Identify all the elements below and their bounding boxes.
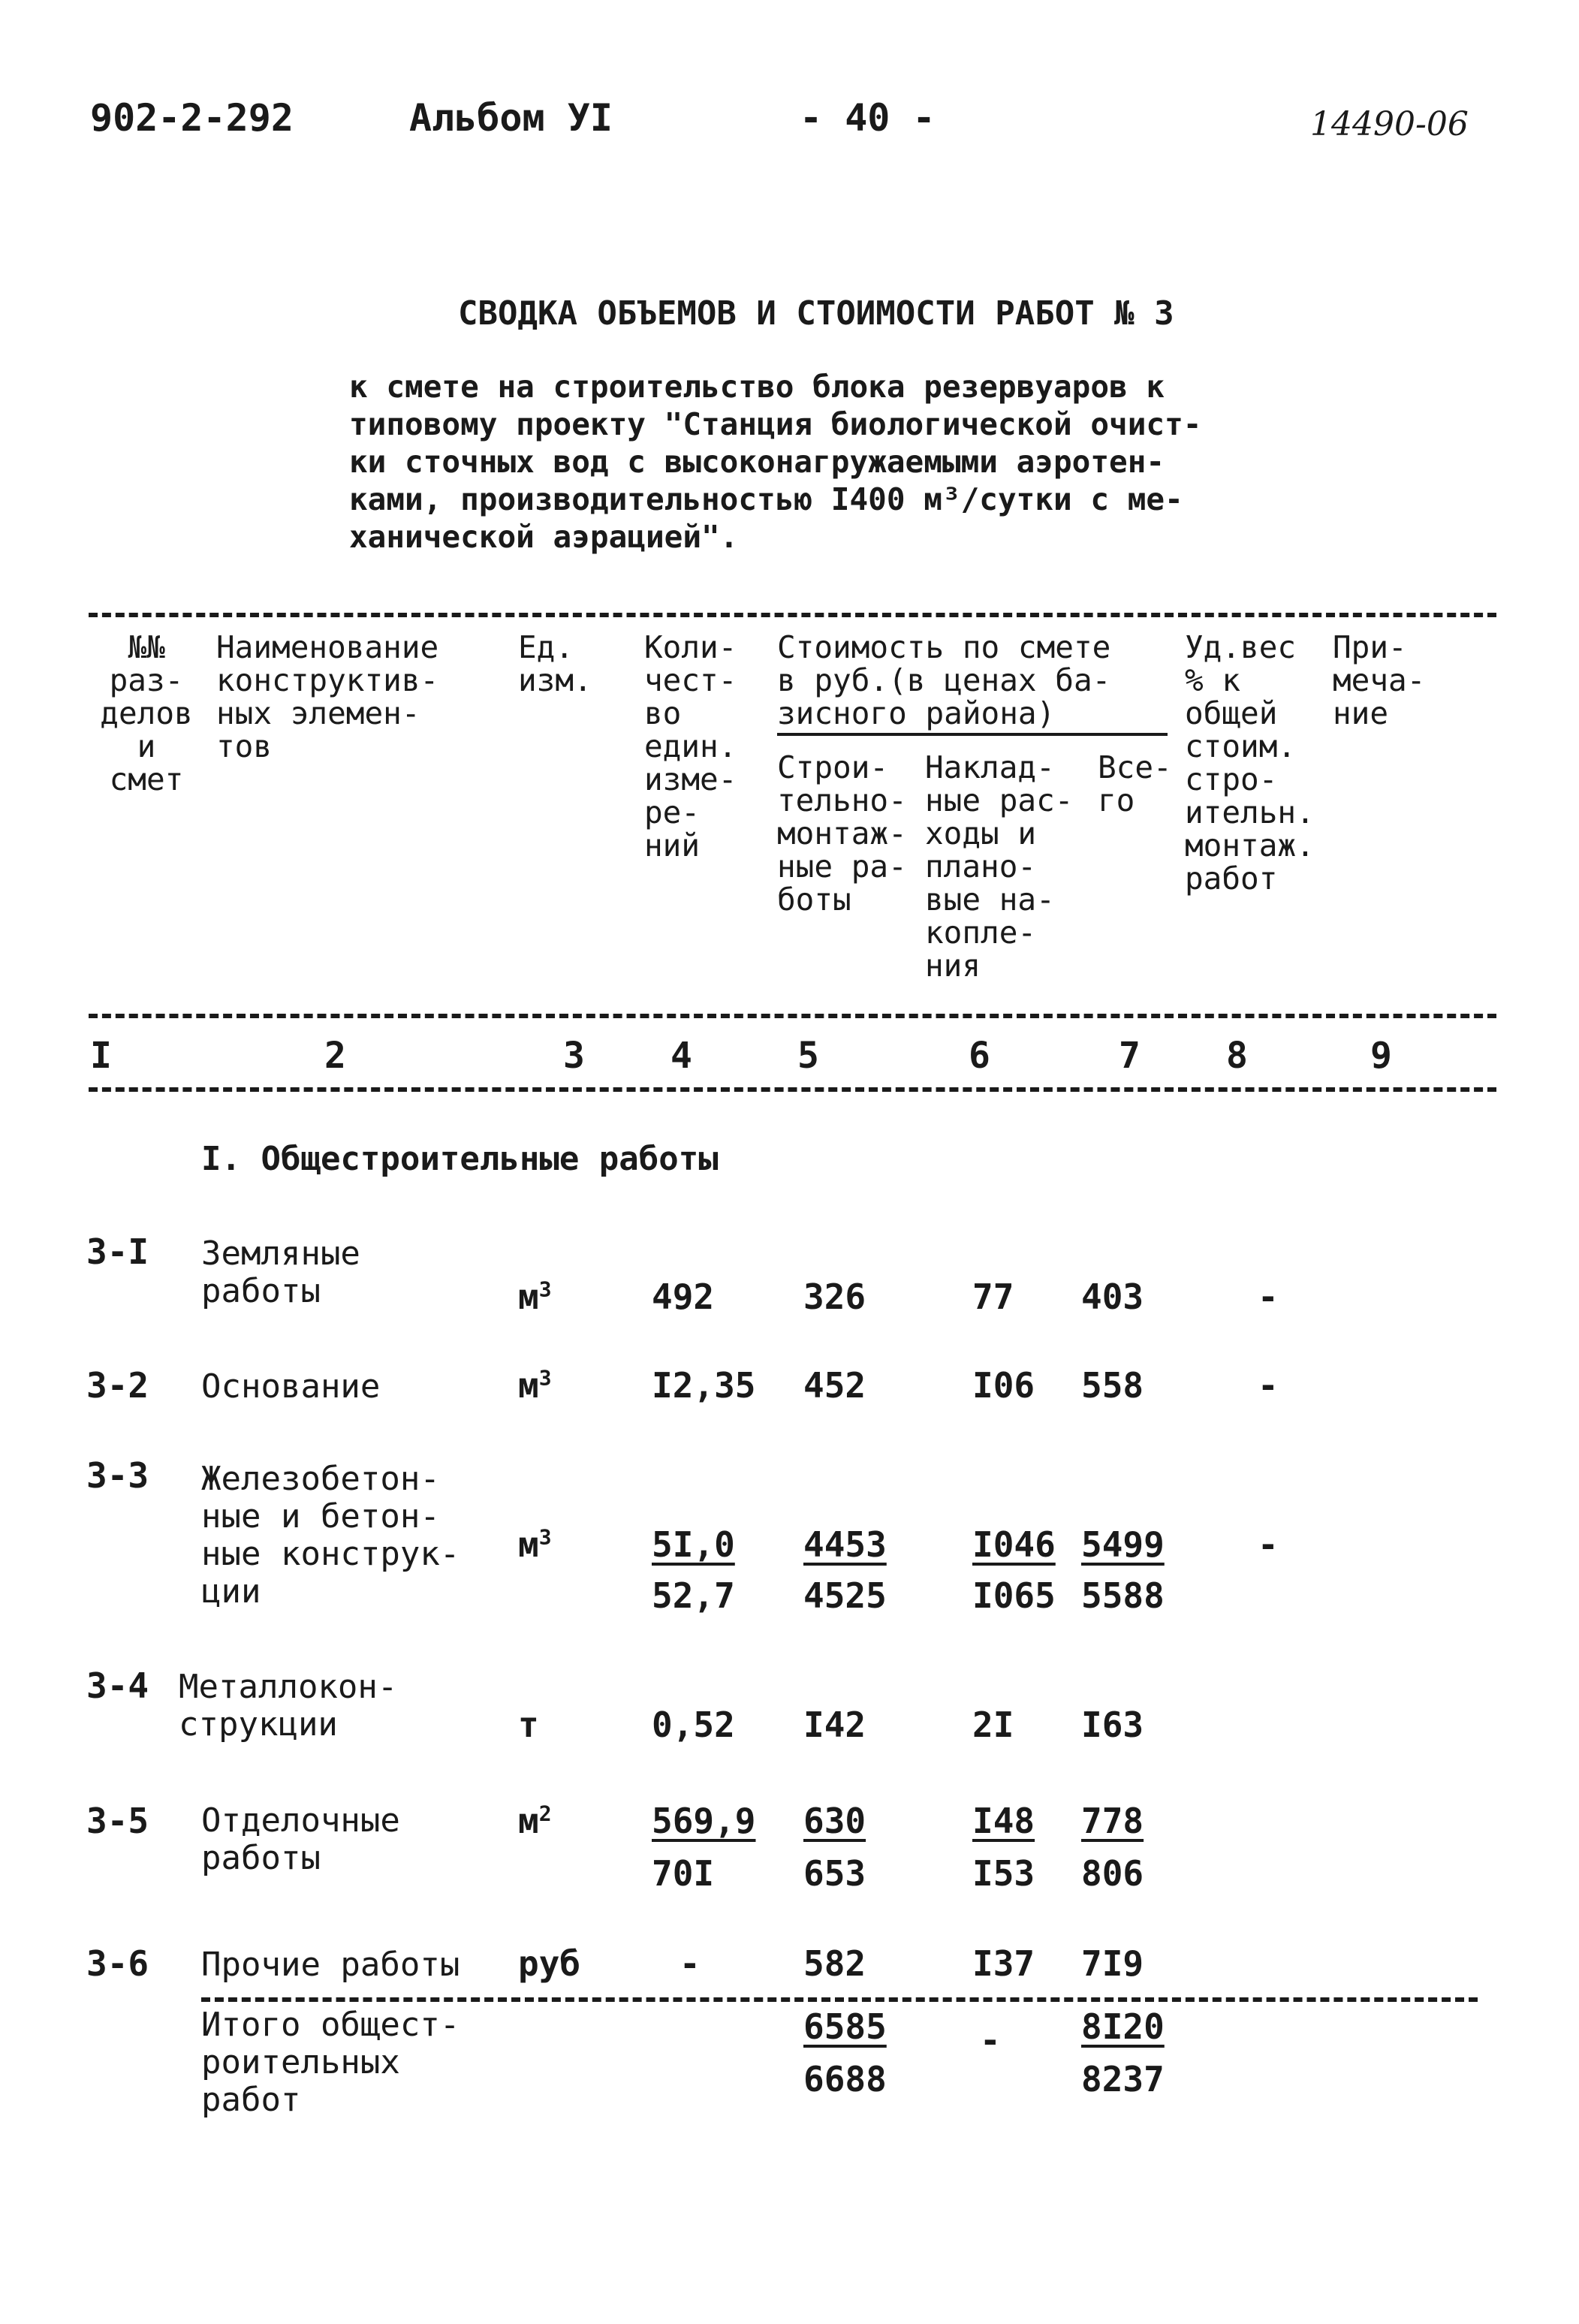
header-share: Уд.вес % к общей стоим. стро- ительн. монтаж. работ [1185, 629, 1315, 897]
page-title: СВОДКА ОБЪЕМОВ И СТОИМОСТИ РАБОТ № 3 [458, 294, 1174, 333]
row-overhead: 2I [972, 1705, 1014, 1745]
intro-line: ханической аэрацией". [349, 519, 739, 555]
header-unit: Ед. изм. [518, 629, 592, 698]
row-construction-cost-revised: 4525 [803, 1575, 887, 1616]
section-title: I. Общестроительные работы [201, 1140, 719, 1178]
row-code: 3-6 [86, 1943, 149, 1984]
row-name: Основание [201, 1367, 381, 1406]
row-construction-cost-revised: 653 [803, 1853, 866, 1894]
row-code: 3-3 [86, 1455, 149, 1496]
total-construction-cost-revised: 6688 [803, 2059, 887, 2099]
row-code: 3-I [86, 1231, 149, 1272]
row-overhead: I37 [972, 1943, 1035, 1984]
row-construction-cost: 630 [803, 1801, 866, 1841]
row-share: - [1258, 1277, 1279, 1317]
row-quantity-revised: 70I [652, 1853, 715, 1894]
column-number: 3 [563, 1035, 585, 1077]
column-number: I [90, 1035, 112, 1077]
row-code: 3-2 [86, 1365, 149, 1406]
total-sum: 8I20 [1081, 2006, 1165, 2047]
header-total: Все- го [1098, 749, 1172, 818]
album-label: Альбом УI [409, 96, 613, 140]
row-overhead: I06 [972, 1365, 1035, 1406]
row-total: 778 [1081, 1801, 1144, 1841]
intro-line: к смете на строительство блока резервуаров к [349, 369, 1165, 405]
numbers-bottom-rule [89, 1087, 1496, 1092]
row-share: - [1258, 1365, 1279, 1406]
column-number: 9 [1370, 1035, 1392, 1077]
row-construction-cost: 4453 [803, 1524, 887, 1565]
row-total: 403 [1081, 1277, 1144, 1317]
row-unit: $м^3$ [518, 1365, 552, 1406]
row-total-revised: 806 [1081, 1853, 1144, 1894]
total-label: Итого общест- роительных работ [201, 2006, 460, 2119]
header-note: При- меча- ние [1333, 629, 1426, 731]
column-number: 4 [670, 1035, 692, 1077]
row-quantity-revised: 52,7 [652, 1575, 735, 1616]
row-code: 3-5 [86, 1801, 149, 1841]
cost-group-rule [777, 733, 1168, 736]
row-name: Земляные работы [201, 1234, 360, 1310]
intro-line: ками, производительностью I400 м³/сутки с ме- [349, 481, 1183, 517]
inventory-number: 14490-06 [1310, 105, 1469, 143]
header-overhead: Наклад- ные рас- ходы и плано- вые на- копле- ния [925, 749, 1074, 984]
table-top-rule [89, 613, 1496, 617]
header-cost-group: Стоимость по смете в руб.(в ценах ба- зисного района) [777, 629, 1111, 731]
intro-line: типовому проекту "Станция биологической очист- [349, 406, 1202, 442]
column-number: 5 [797, 1035, 819, 1077]
header-bottom-rule [89, 1014, 1496, 1018]
intro-text [349, 368, 1201, 556]
total-rule [201, 1997, 1478, 2002]
row-total: 5499 [1081, 1524, 1165, 1565]
header-section-no: №№ раз- делов и смет [100, 629, 193, 797]
header-element-name: Наименование конструктив- ных элемен- тов [216, 629, 439, 764]
row-share: - [1258, 1524, 1279, 1565]
row-quantity: - [680, 1943, 701, 1984]
header-construction-works: Строи- тельно- монтаж- ные ра- боты [777, 749, 907, 918]
column-number: 8 [1226, 1035, 1248, 1077]
row-construction-cost: 582 [803, 1943, 866, 1984]
row-overhead-revised: I53 [972, 1853, 1035, 1894]
row-quantity: I2,35 [652, 1365, 756, 1406]
total-construction-cost: 6585 [803, 2006, 887, 2047]
header-quantity: Коли- чест- во един. изме- ре- ний [644, 629, 737, 864]
row-construction-cost: 452 [803, 1365, 866, 1406]
row-quantity: 492 [652, 1277, 715, 1317]
document-code: 902-2-292 [90, 96, 294, 140]
row-unit: $м^3$ [518, 1524, 552, 1565]
row-name: Железобетон- ные и бетон- ные конструк- ции [201, 1460, 460, 1611]
page-number: - 40 - [800, 96, 936, 140]
total-overhead: - [980, 2020, 1001, 2060]
row-total: 558 [1081, 1365, 1144, 1406]
row-total: I63 [1081, 1705, 1144, 1745]
row-overhead: 77 [972, 1277, 1014, 1317]
row-quantity: 5I,0 [652, 1524, 735, 1565]
row-overhead: I48 [972, 1801, 1035, 1841]
row-overhead-revised: I065 [972, 1575, 1056, 1616]
row-construction-cost: I42 [803, 1705, 866, 1745]
row-unit: руб [518, 1943, 581, 1984]
row-name: Отделочные работы [201, 1801, 400, 1877]
row-unit: т [518, 1705, 539, 1745]
intro-line: ки сточных вод с высоконагружаемыми аэротен- [349, 444, 1165, 480]
column-number: 2 [324, 1035, 346, 1077]
total-sum-revised: 8237 [1081, 2059, 1165, 2099]
row-total: 7I9 [1081, 1943, 1144, 1984]
row-name: Прочие работы [201, 1946, 460, 1984]
row-quantity: 569,9 [652, 1801, 756, 1841]
row-unit: $м^2$ [518, 1801, 552, 1841]
column-number: 7 [1119, 1035, 1141, 1077]
row-quantity: 0,52 [652, 1705, 735, 1745]
row-code: 3-4 [86, 1665, 149, 1706]
row-name: Металлокон- струкции [179, 1668, 398, 1744]
row-unit: $м^3$ [518, 1277, 552, 1317]
row-construction-cost: 326 [803, 1277, 866, 1317]
column-number: 6 [969, 1035, 990, 1077]
row-overhead: I046 [972, 1524, 1056, 1565]
row-total-revised: 5588 [1081, 1575, 1165, 1616]
